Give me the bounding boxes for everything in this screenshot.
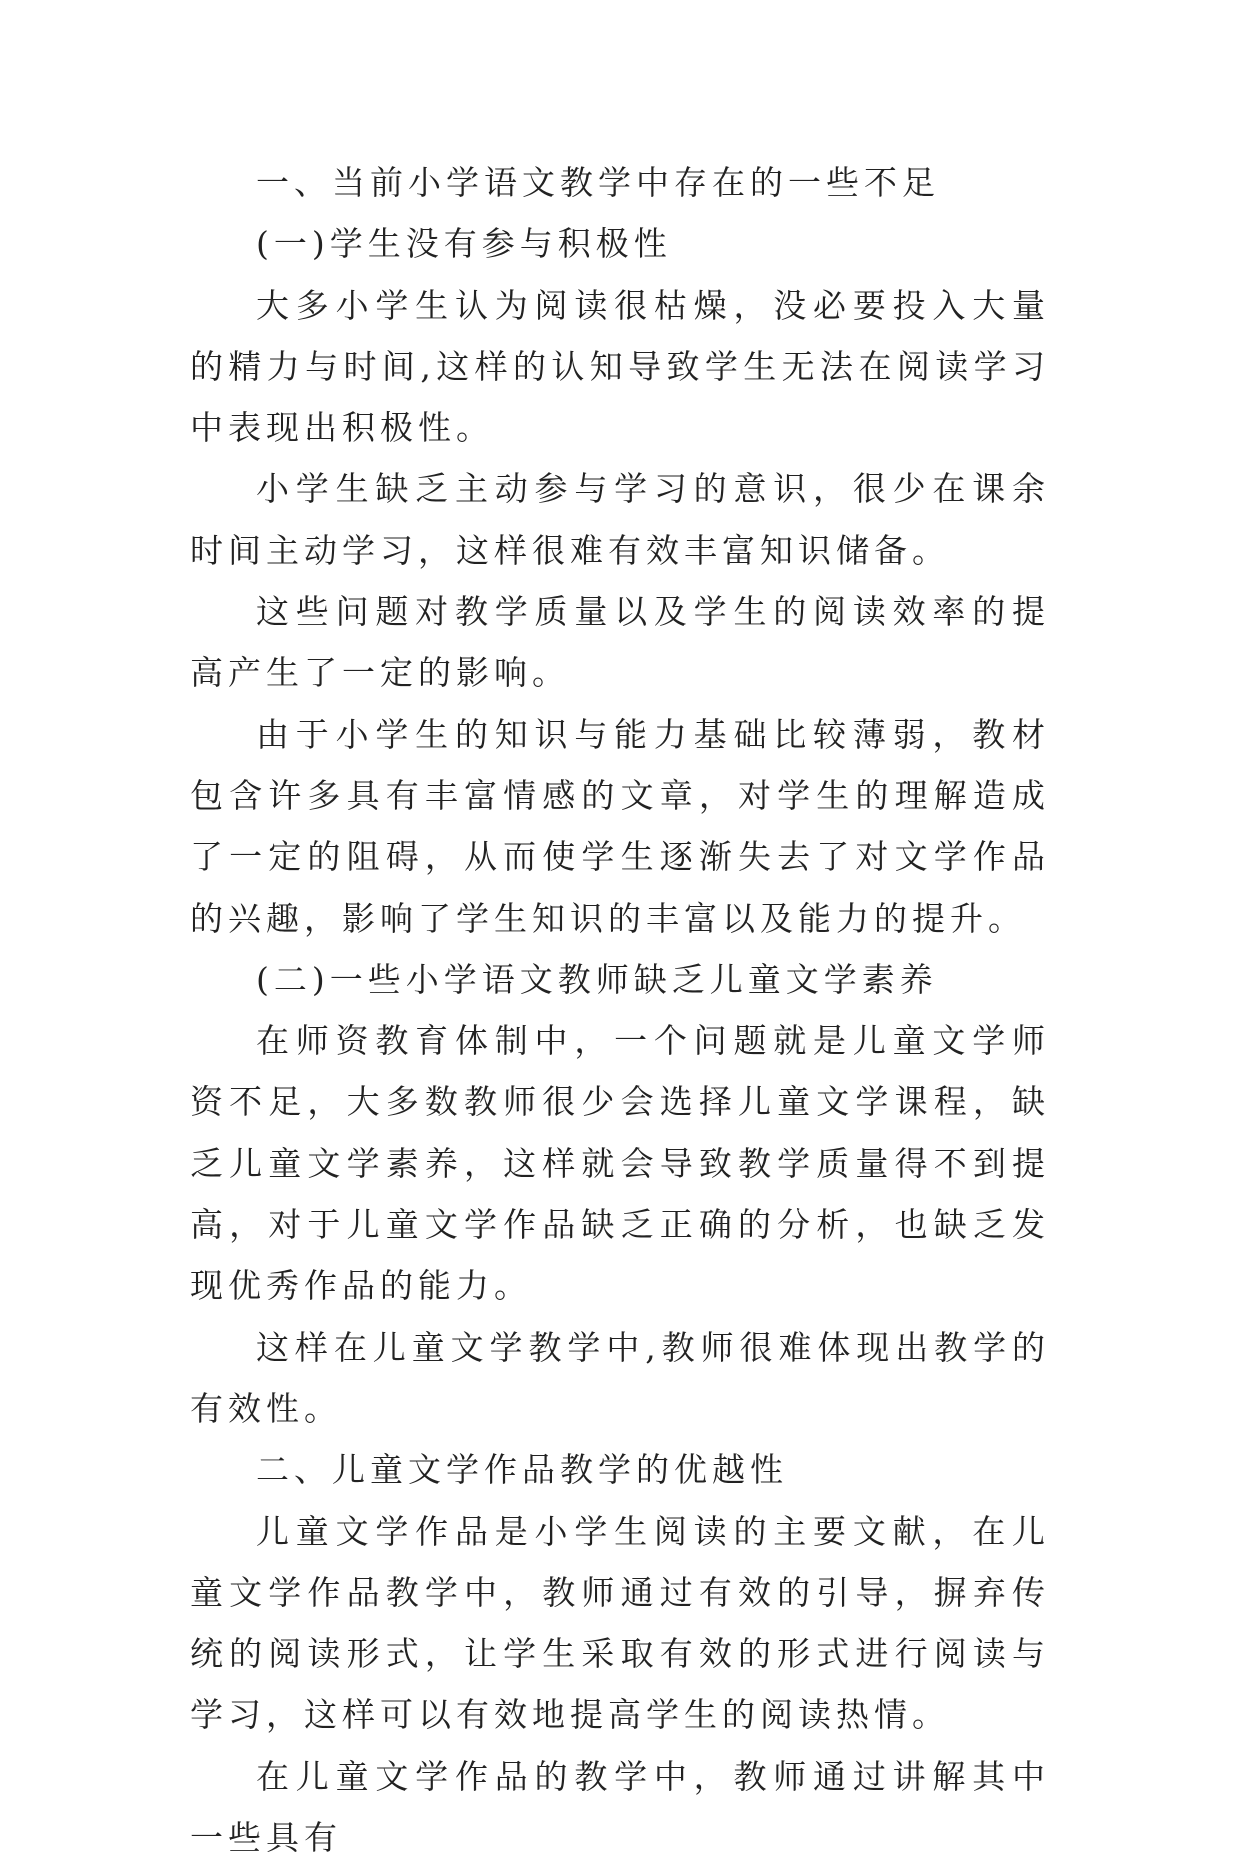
paragraph: 由于小学生的知识与能力基础比较薄弱，教材包含许多具有丰富情感的文章，对学生的理解造成了一定的阻碍，从而使学生逐渐失去了对文学作品的兴趣，影响了学生知识的丰富以及能力的提升。 [190,714,1050,938]
subsection-heading-2: (二)一些小学语文教师缺乏儿童文学素养 [256,959,938,999]
paragraph: 这样在儿童文学教学中,教师很难体现出教学的有效性。 [190,1327,1050,1428]
section-heading-2: 二、儿童文学作品教学的优越性 [256,1450,788,1490]
document-body [190,152,1050,1868]
paragraph: 在师资教育体制中，一个问题就是儿童文学师资不足，大多数教师很少会选择儿童文学课程，缺乏儿童文学素养，这样就会导致教学质量得不到提高，对于儿童文学作品缺乏正确的分析，也缺乏发现优秀作品的能力。 [190,1021,1050,1306]
paragraph: 小学生缺乏主动参与学习的意识，很少在课余时间主动学习，这样很难有效丰富知识储备。 [190,469,1050,570]
subsection-heading-1: (一)学生没有参与积极性 [256,224,672,264]
paragraph: 这些问题对教学质量以及学生的阅读效率的提高产生了一定的影响。 [190,592,1050,693]
paragraph: 儿童文学作品是小学生阅读的主要文献，在儿童文学作品教学中，教师通过有效的引导，摒弃传统的阅读形式，让学生采取有效的形式进行阅读与学习，这样可以有效地提高学生的阅读热情。 [190,1511,1050,1735]
paragraph: 在儿童文学作品的教学中，教师通过讲解其中一些具有 [190,1756,1050,1858]
section-heading-1: 一、当前小学语文教学中存在的一些不足 [256,163,940,202]
paragraph: 大多小学生认为阅读很枯燥，没必要投入大量的精力与时间,这样的认知导致学生无法在阅读学习中表现出积极性。 [190,285,1050,448]
